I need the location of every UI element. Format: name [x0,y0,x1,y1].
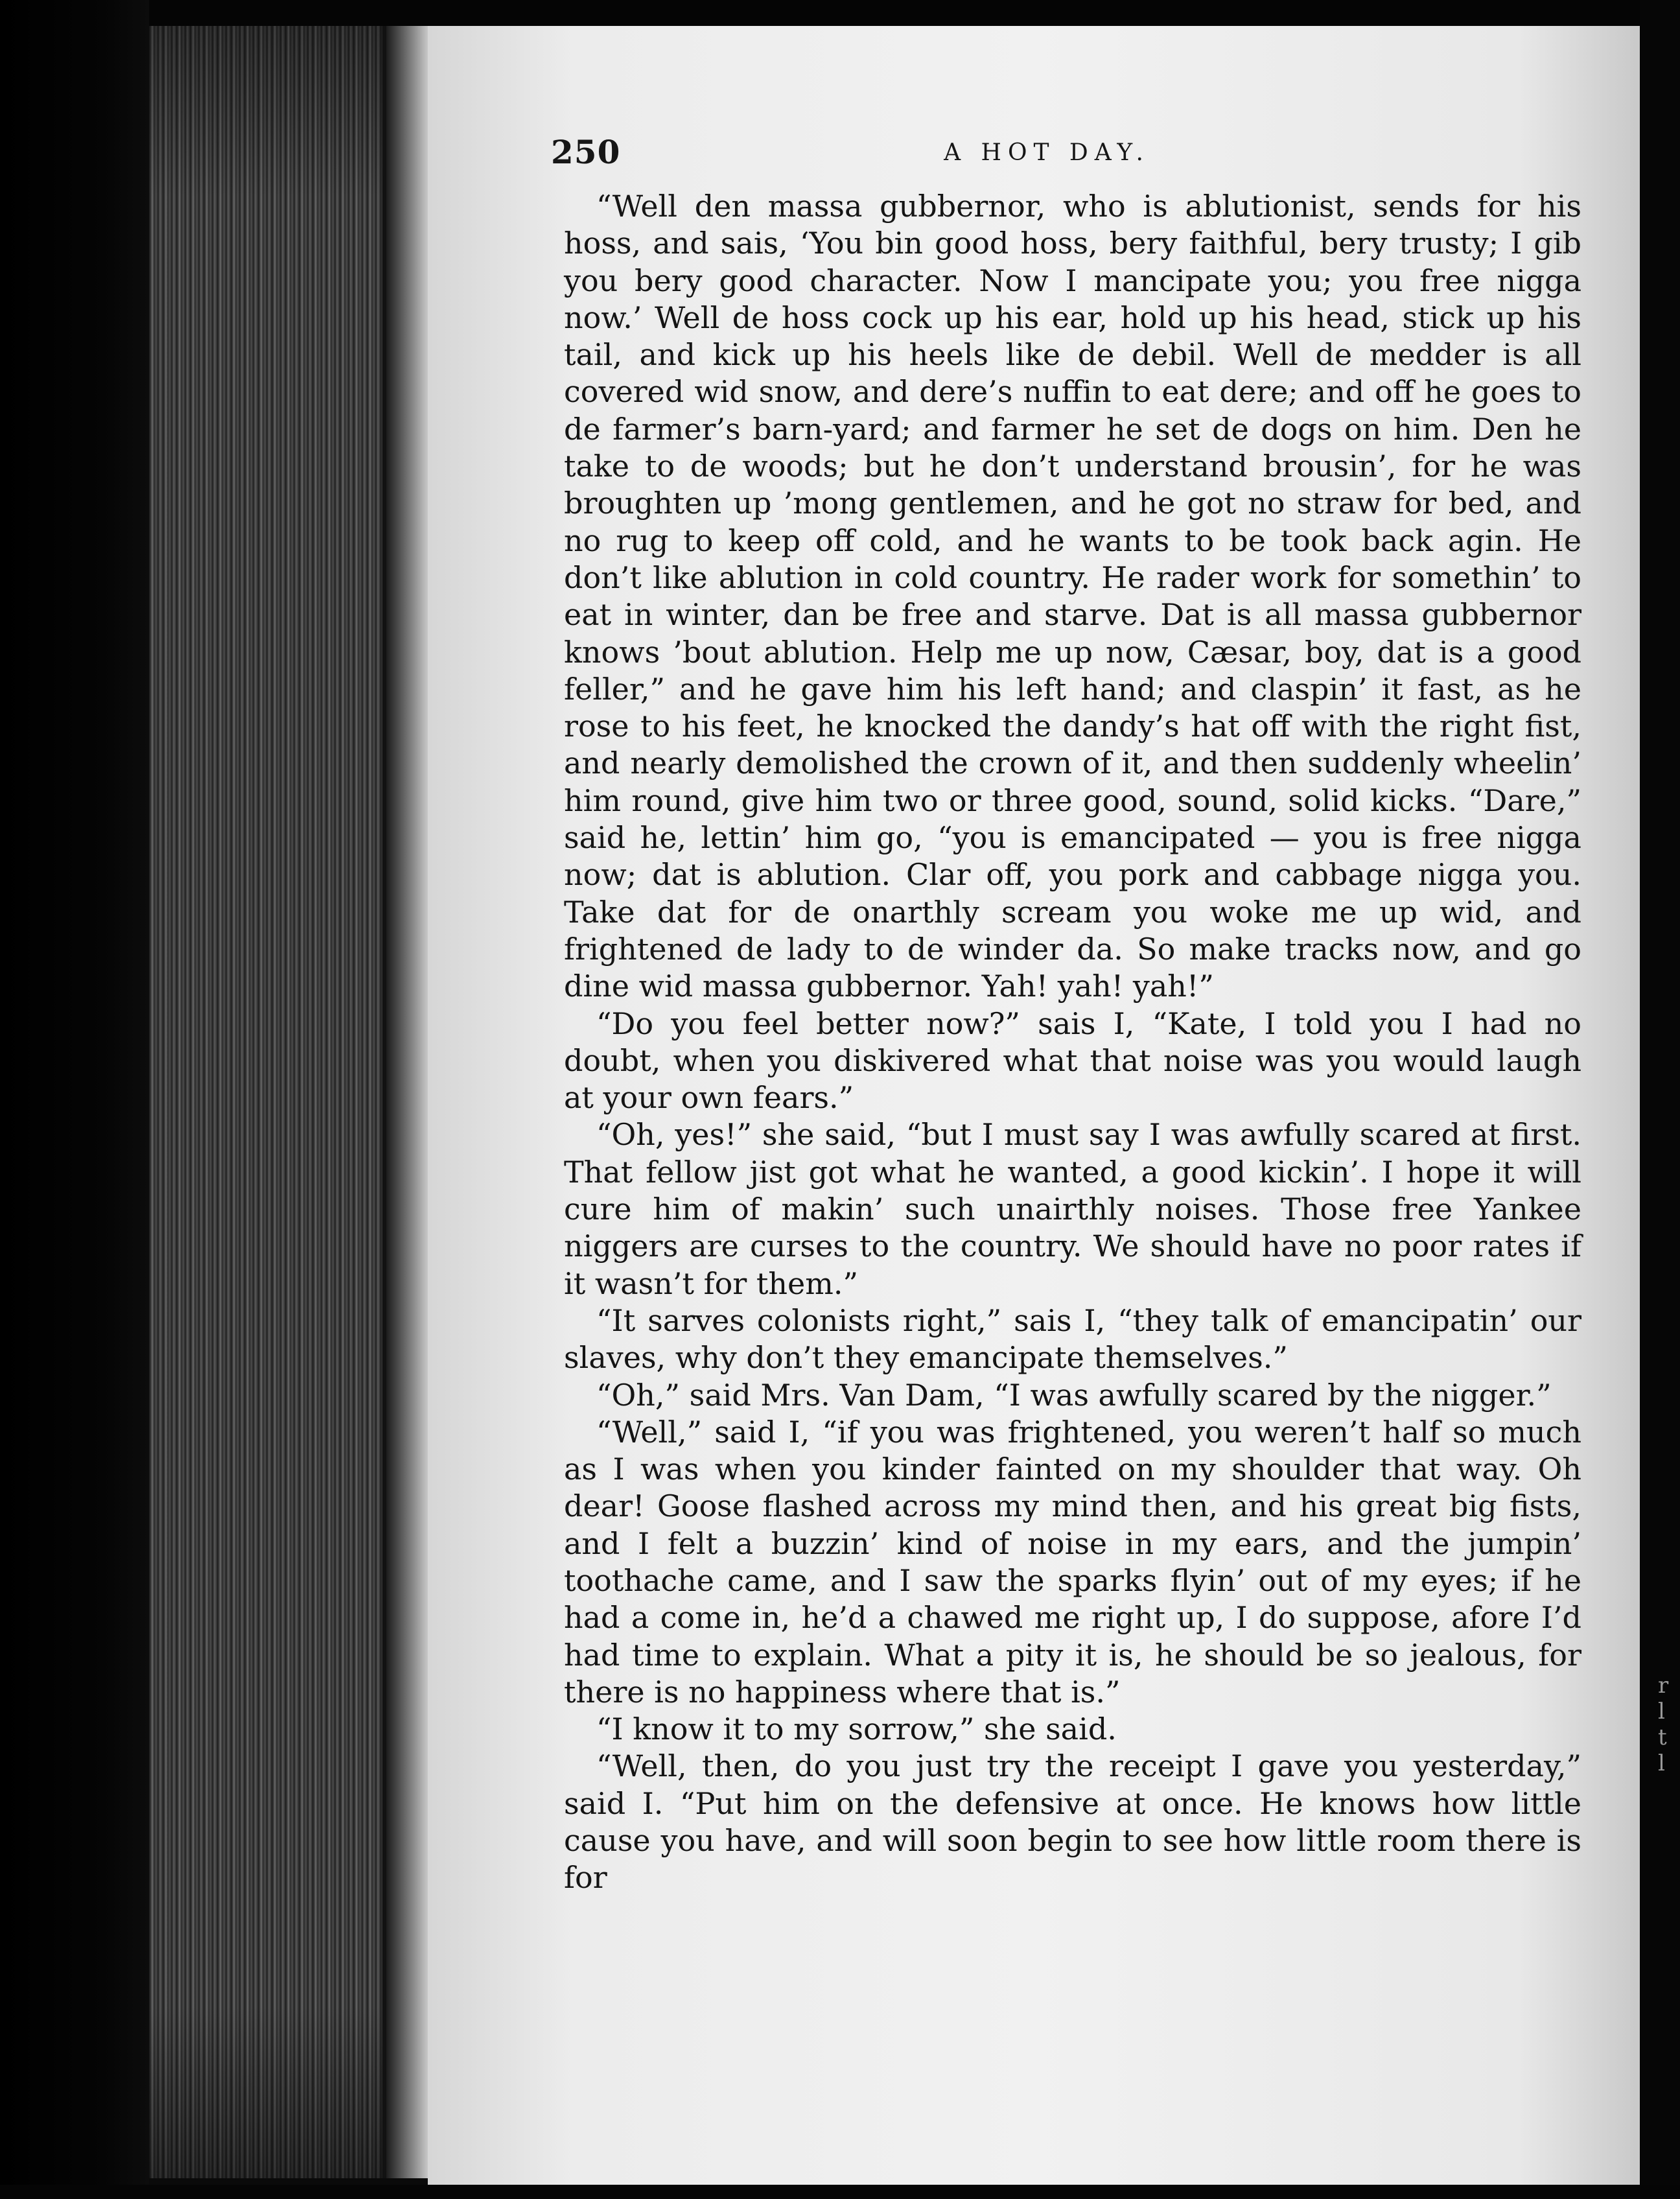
paragraph: “Oh,” said Mrs. Van Dam, “I was awfully scared by the nigger.” [596,1377,1552,1413]
running-head-title: A HOT DAY. [944,139,1150,166]
film-border-right [1640,0,1680,2199]
paragraph: “I know it to my sorrow,” she said. [596,1711,1117,1747]
film-border-bottom [0,2185,1680,2199]
adjacent-page-edge-letters [1658,1673,1671,1776]
edge-letter: t [1658,1724,1667,1750]
book-page-edges [149,26,386,2178]
paragraph: “It sarves colonists right,” sais I, “they talk of emancipatin’ our slaves, why don’t they emancipate themselves.” [564,1302,1581,1376]
paragraph: “Well den massa gubbernor, who is ablutionist, sends for his hoss, and sais, ‘You bin good hoss, bery faithful, bery trusty; I gib you bery good character. Now I mancipate you; you free nigga now.’ Well de hoss cock up his ear, hold up his head, stick up his tail, and kick up his heels like de debil. Well de medder is all covered wid snow, and dere’s nuffin to eat dere; and off he goes to de farmer’s barn-yard; and farmer he set de dogs on him. Den he take to de woods; but he don’t understand brousin’, for he was broughten up ’mong gentlemen, and he got no straw for bed, and no rug to keep off cold, and he wants to be took back agin. He don’t like ablution in cold country. He rader work for somethin’ to eat in winter, dan be free and starve. Dat is all massa gubbernor knows ’bout ablution. Help me up now, Cæsar, boy, dat is a good feller,” and he gave him his left hand; and claspin’ it fast, as he rose to his feet, he knocked the dandy’s hat off with the right fist, and nearly demolished the crown of it, and then suddenly wheelin’ him round, give him two or three good, sound, solid kicks. “Dare,” said he, lettin’ him go, “you is emancipated — you is free nigga now; dat is ablution. Clar off, you pork and cabbage nigga you. Take dat for de onarthly scream you woke me up wid, and frightened de lady to de winder da. So make tracks now, and go dine wid massa gubbernor. Yah! yah! yah!” [564,189,1581,1004]
paragraph: “Well,” said I, “if you was frightened, you weren’t half so much as I was when you kinder fainted on my shoulder that way. Oh dear! Goose flashed across my mind then, and his great big fists, and I felt a buzzin’ kind of noise in my ears, and the jumpin’ toothache came, and I saw the sparks flyin’ out of my eyes; if he had a come in, he’d a chawed me right up, I do suppose, afore I’d had time to explain. What a pity it is, he should be so jealous, for there is no happiness where that is.” [564,1414,1581,1710]
edge-letter: r [1658,1673,1669,1699]
film-border-left [0,0,149,2199]
paragraph: “Well, then, do you just try the receipt I gave you yesterday,” said I. “Put him on the defensive at once. He knows how little cause you have, and will soon begin to see how little room there is for [564,1748,1581,1896]
edge-letter: l [1658,1750,1665,1776]
paragraph: “Oh, yes!” she said, “but I must say I was awfully scared at first. That fellow jist got what he wanted, a good kickin’. I hope it will cure him of makin’ such unairthly noises. Those free Yankee niggers are curses to the country. We should have no poor rates if it wasn’t for them.” [564,1117,1581,1301]
running-head [551,133,1588,178]
paragraph: “Do you feel better now?” sais I, “Kate, I told you I had no doubt, when you diskivered what that noise was you would laugh at your own fears.” [564,1005,1581,1116]
page-body-text [564,188,1581,1897]
edge-letter: l [1658,1699,1665,1724]
film-border-top [0,0,1680,26]
page-number: 250 [551,133,621,171]
gutter-shadow [386,26,432,2178]
